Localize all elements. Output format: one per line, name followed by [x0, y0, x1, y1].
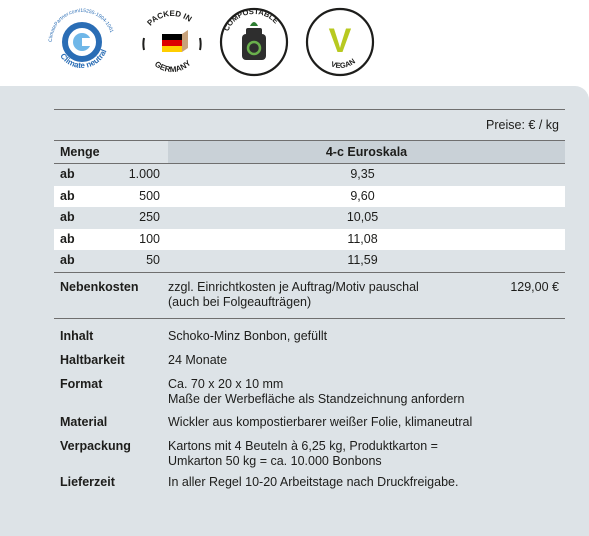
top-divider	[54, 86, 565, 110]
compostable-text: COMPOSTABLE	[221, 6, 281, 33]
row-prefix: ab	[60, 210, 75, 225]
germany-text: GERMANY	[152, 58, 193, 75]
packed-in-germany-badge	[134, 4, 210, 80]
table-row	[54, 186, 565, 208]
row-prefix: ab	[60, 188, 75, 203]
format-line2: Maße der Werbefläche als Standzeichnung anfordern	[168, 391, 465, 406]
row-prefix: ab	[60, 231, 75, 246]
table-row	[54, 164, 565, 186]
climate-ring-text: Climate neutral	[58, 47, 109, 71]
spec-label: Haltbarkeit	[60, 352, 125, 367]
compostable-badge	[216, 4, 292, 80]
row-price: 9,60	[350, 188, 375, 203]
format-line1: Ca. 70 x 20 x 10 mm	[168, 376, 284, 391]
spec-label: Verpackung	[60, 438, 131, 453]
spec-format	[54, 377, 565, 415]
compost-bag-icon	[216, 4, 292, 80]
table-row	[54, 250, 565, 272]
vegan-icon	[302, 4, 378, 80]
climate-neutral-icon	[44, 4, 120, 80]
table-row	[54, 229, 565, 251]
row-price: 10,05	[346, 210, 379, 225]
row-price: 9,35	[350, 167, 375, 181]
table-row	[54, 207, 565, 229]
spec-delivery	[54, 475, 565, 495]
packed-in-text: PACKED IN	[145, 8, 194, 28]
spec-value: Wickler aus kompostierbarer weißer Folie, klimaneutral	[168, 414, 473, 429]
extra-costs-amount: 129,00 €	[510, 279, 559, 294]
row-price: 11,08	[347, 231, 378, 246]
vegan-letter: V	[328, 22, 352, 60]
row-prefix: ab	[60, 253, 75, 268]
germany-flag-icon	[134, 4, 210, 80]
vegan-badge	[302, 4, 378, 80]
price-table-header	[54, 140, 565, 164]
quantity-header: Menge	[54, 141, 168, 163]
packaging-line1: Kartons mit 4 Beuteln à 6,25 kg, Produktkarton =	[168, 438, 438, 453]
row-quantity: 250	[139, 210, 160, 225]
spec-value	[168, 377, 565, 415]
extra-costs-line1: zzgl. Einrichtkosten je Auftrag/Motiv pauschal	[168, 279, 419, 294]
spec-label: Lieferzeit	[60, 474, 115, 489]
spec-value: 24 Monate	[168, 352, 228, 367]
extra-costs-line2: (auch bei Folgeaufträgen)	[168, 294, 312, 309]
svg-text:GERMANY	[153, 58, 193, 74]
vegan-text: VEGAN	[329, 56, 357, 71]
spec-label: Inhalt	[60, 328, 94, 343]
price-sheet	[54, 86, 565, 495]
spec-shelf-life	[54, 353, 565, 377]
row-quantity: 500	[139, 188, 160, 203]
spec-material	[54, 415, 565, 439]
row-prefix: ab	[60, 167, 75, 181]
climate-neutral-badge	[44, 4, 120, 80]
row-quantity: 1.000	[128, 167, 160, 181]
spec-value	[168, 439, 565, 475]
packaging-line2: Umkarton 50 kg = ca. 10.000 Bonbons	[168, 453, 382, 468]
climate-code-text: ClimatePartner.com/15255-1904-1001	[47, 7, 115, 43]
svg-text:PACKED IN	[145, 9, 193, 27]
prices-note: Preise: € / kg	[486, 118, 559, 132]
row-quantity: 50	[146, 253, 160, 268]
extra-costs-row	[54, 272, 565, 319]
spec-value: Schoko-Minz Bonbon, gefüllt	[168, 328, 328, 343]
certification-badges	[0, 0, 589, 86]
row-price: 11,59	[347, 253, 378, 268]
product-info-panel	[0, 86, 589, 536]
extra-costs-label: Nebenkosten	[60, 279, 139, 294]
extra-costs-text	[168, 280, 490, 318]
spec-label: Format	[60, 376, 103, 391]
spec-value: In aller Regel 10-20 Arbeitstage nach Druckfreigabe.	[168, 474, 459, 489]
spec-content	[54, 329, 565, 353]
spec-packaging	[54, 439, 565, 475]
price-header: 4-c Euroskala	[168, 141, 565, 163]
spec-label: Material	[60, 414, 108, 429]
row-quantity: 100	[139, 231, 160, 246]
